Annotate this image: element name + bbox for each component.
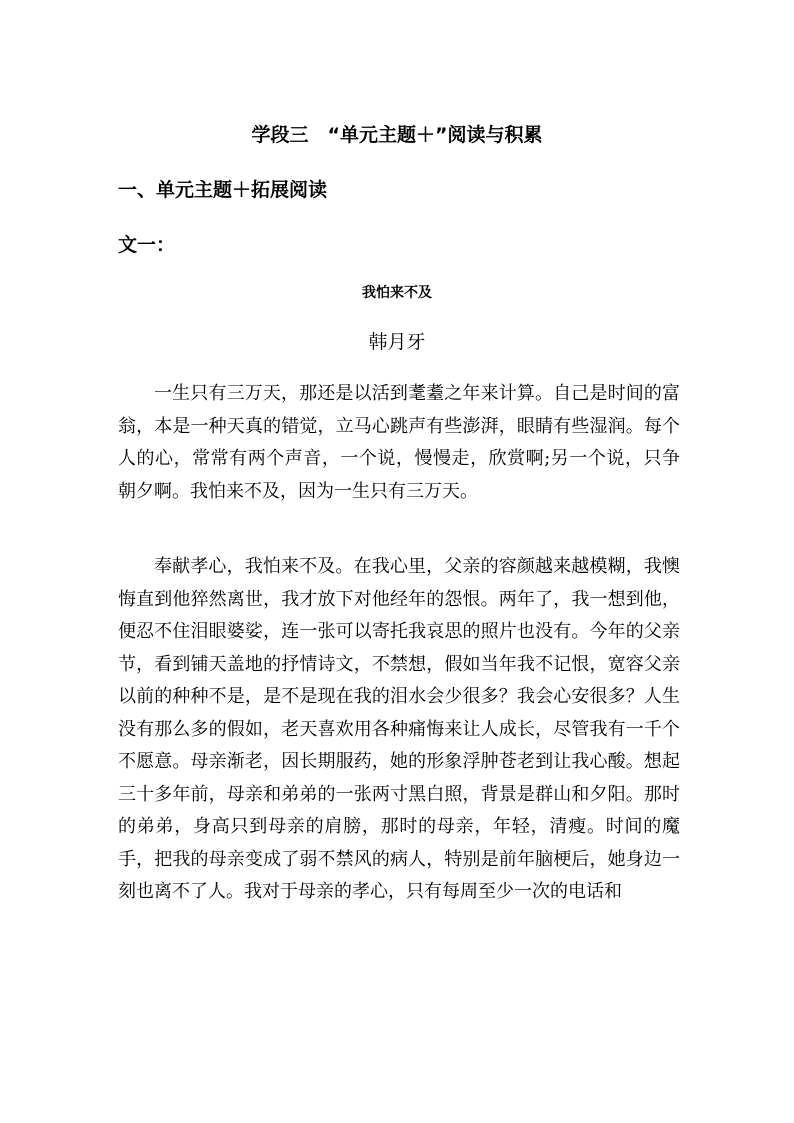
section-heading: 一、单元主题＋拓展阅读 [118,179,328,201]
article-title: 我怕来不及 [362,285,432,301]
article-paragraph: 一生只有三万天，那还是以活到耄耋之年来计算。自己是时间的富翁，本是一种天真的错觉，立马心跳声有些澎湃，眼睛有些湿润。每个人的心，常常有两个声音，一个说，慢慢走，欣赏啊;另一个说，只争朝夕啊。我怕来不及，因为一生只有三万天。 [118,383,680,502]
subsection-heading: 文一： [118,234,176,256]
document-title: 学段三 “单元主题＋”阅读与积累 [251,124,543,146]
article-author: 韩月牙 [368,331,426,353]
article-paragraph: 奉献孝心，我怕来不及。在我心里，父亲的容颜越来越模糊，我懊悔直到他猝然离世，我才放下对他经年的怨恨。两年了，我一想到他，便忍不住泪眼婆娑，连一张可以寄托我哀思的照片也没有。今年的父亲节，看到铺天盖地的抒情诗文，不禁想，假如当年我不记恨，宽容父亲以前的种种不是，是不是现在我的泪水会少很多？我会心安很多？人生没有那么多的假如，老天喜欢用各种痛悔来让人成长，尽管我有一千个不愿意。母亲渐老，因长期服药，她的形象浮肿苍老到让我心酸。想起三十多年前，母亲和弟弟的一张两寸黑白照，背景是群山和夕阳。那时的弟弟，身高只到母亲的肩膀，那时的母亲，年轻，清瘦。时间的魔手，把我的母亲变成了弱不禁风的病人，特别是前年脑梗后，她身边一刻也离不了人。我对于母亲的孝心，只有每周至少一次的电话和 [118,556,680,902]
